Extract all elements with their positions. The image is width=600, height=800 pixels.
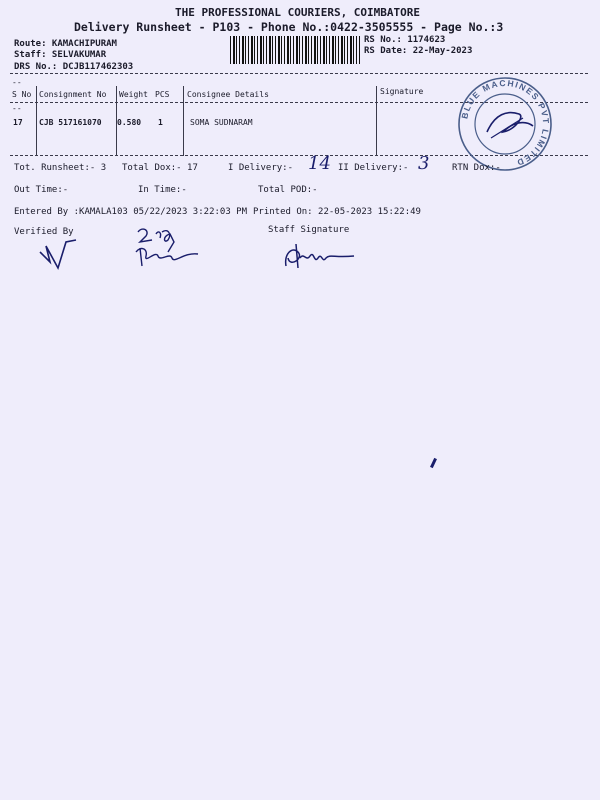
col-header-signature: Signature — [380, 87, 424, 96]
stray-mark — [430, 458, 437, 468]
runsheet-title: Delivery Runsheet - P103 - Phone No.:0422-3505555 - Page No.:3 — [74, 20, 504, 34]
out-time: Out Time:- — [14, 185, 69, 195]
stamp-text: BLUE MACHINES PVT LIMITED — [459, 77, 552, 169]
total-pod: Total POD:- — [258, 185, 318, 195]
staff: Staff: SELVAKUMAR — [14, 50, 107, 60]
barcode — [230, 36, 360, 64]
ii-delivery-label: II Delivery:- — [338, 163, 409, 173]
ii-delivery-handwritten: 3 — [418, 153, 430, 174]
supervisor-signature — [128, 222, 208, 272]
col-header-weight: Weight — [119, 90, 148, 99]
drs-number: DRS No.: DCJB117462303 — [14, 62, 134, 72]
printed-on: Printed On: 22-05-2023 15:22:49 — [253, 207, 421, 217]
verifier-signature — [36, 232, 96, 272]
entered-by: Entered By :KAMALA103 05/22/2023 3:22:03 PM — [14, 207, 247, 217]
rs-number: RS No.: 1174623 — [364, 35, 446, 45]
company-name: THE PROFESSIONAL COURIERS, COIMBATORE — [175, 6, 421, 19]
route: Route: KAMACHIPURAM — [14, 39, 117, 49]
in-time: In Time:- — [138, 185, 187, 195]
cell-pcs: 1 — [158, 118, 163, 127]
i-delivery-label: I Delivery:- — [228, 163, 294, 173]
cell-consignee: SOMA SUDNARAM — [190, 118, 253, 127]
divider-mark: -- — [12, 104, 22, 113]
col-header-sno: S No — [12, 90, 32, 99]
cell-consignment: CJB 517161070 — [39, 118, 102, 127]
staff-signature-label: Staff Signature — [268, 225, 350, 235]
cell-weight: 0.580 — [117, 118, 142, 127]
i-delivery-handwritten: 14 — [308, 153, 331, 174]
staff-signature — [280, 240, 360, 272]
rtn-dox: RTN Dox:- — [452, 163, 501, 173]
total-dox: Total Dox:- 17 — [122, 163, 198, 173]
col-header-consignee: Consignee Details — [187, 90, 269, 99]
company-stamp — [455, 74, 555, 174]
col-header-pcs: PCS — [155, 90, 170, 99]
verified-by-label: Verified By — [14, 227, 74, 237]
svg-text:BLUE MACHINES PVT LIMITED — [459, 78, 551, 168]
col-header-consignment: Consignment No — [39, 90, 107, 99]
total-runsheet: Tot. Runsheet:- 3 — [14, 163, 107, 173]
rs-date: RS Date: 22-May-2023 — [364, 46, 473, 56]
cell-sno: 17 — [13, 118, 23, 127]
divider-mark: -- — [12, 78, 22, 87]
